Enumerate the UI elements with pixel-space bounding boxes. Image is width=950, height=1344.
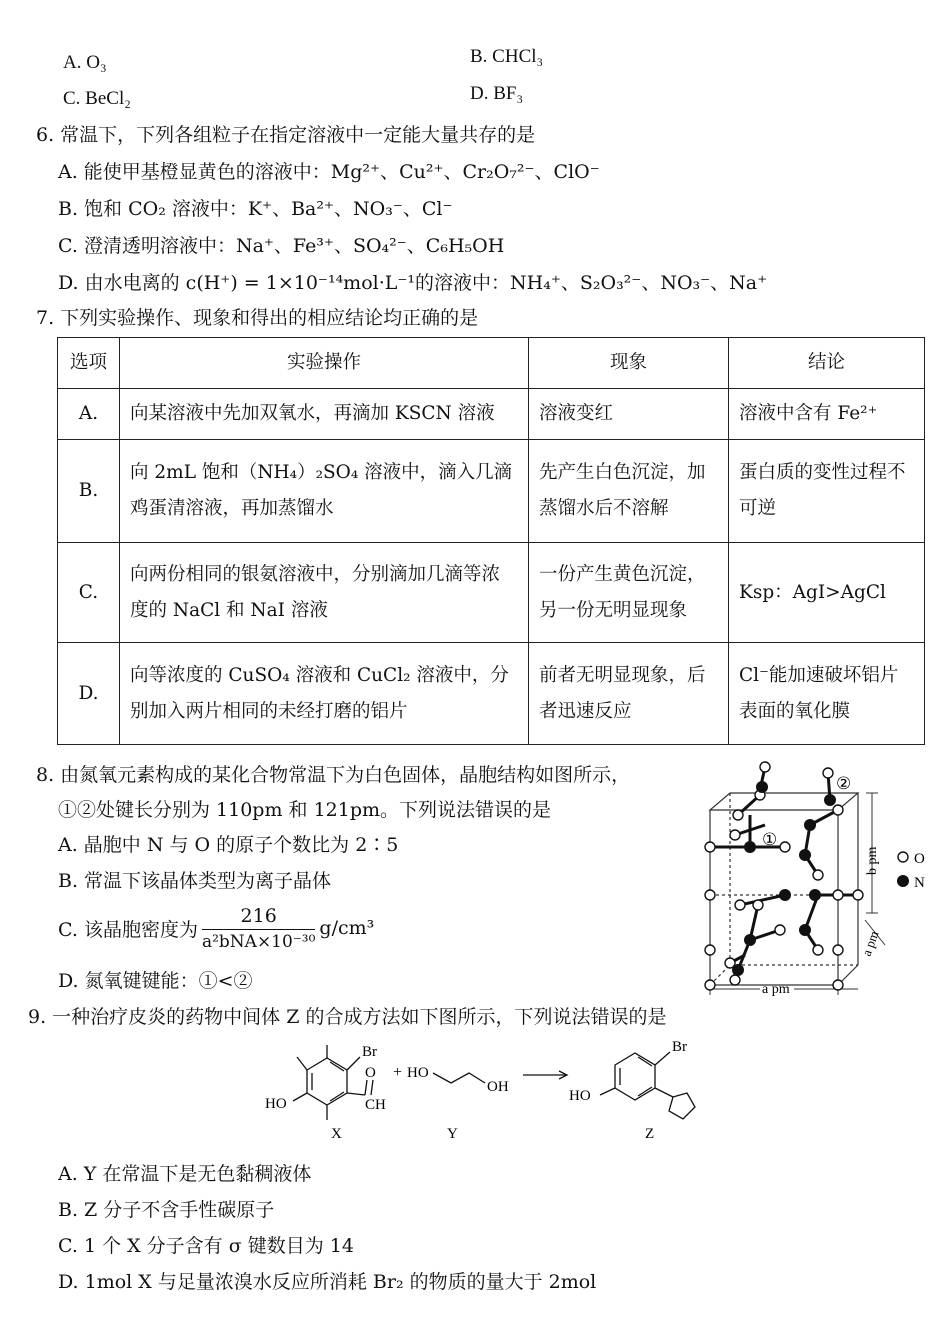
table-cell-conclusion: 蛋白质的变性过程不可逆	[729, 440, 925, 543]
table-cell-option: D.	[58, 643, 120, 745]
q6-option-b: B. 饱和 CO₂ 溶液中：K⁺、Ba²⁺、NO₃⁻、Cl⁻	[58, 198, 453, 220]
q6-stem: 6. 常温下，下列各组粒子在指定溶液中一定能大量共存的是	[36, 124, 536, 146]
table-cell-conclusion: Cl⁻能加速破坏铝片表面的氧化膜	[729, 643, 925, 745]
x-br-label: Br	[362, 1044, 377, 1060]
q9-stem: 9. 一种治疗皮炎的药物中间体 Z 的合成方法如下图所示，下列说法错误的是	[28, 1006, 667, 1028]
q6-option-a: A. 能使甲基橙显黄色的溶液中：Mg²⁺、Cu²⁺、Cr₂O₇²⁻、ClO⁻	[58, 161, 600, 183]
table-header-cell: 选项	[58, 338, 120, 389]
q8-option-a: A. 晶胞中 N 与 O 的原子个数比为 2∶5	[58, 834, 399, 856]
density-denominator: a²bNA×10⁻³⁰	[201, 931, 316, 952]
reaction-arrow	[523, 1071, 567, 1079]
legend-o-label: O	[914, 851, 925, 867]
q9-option-c: C. 1 个 X 分子含有 σ 键数目为 14	[58, 1235, 354, 1257]
q8-option-c-prefix: C. 该晶胞密度为	[58, 918, 198, 941]
table-header-cell: 实验操作	[120, 338, 529, 389]
density-fraction	[202, 903, 315, 954]
oxygen-atoms	[705, 762, 863, 990]
q8-option-d: D. 氮氧键键能：①<②	[58, 970, 253, 992]
q8-stem-line2: ①②处键长分别为 110pm 和 121pm。下列说法错误的是	[58, 799, 552, 821]
q8-stem-line1: 8. 由氮氧元素构成的某化合物常温下为白色固体，晶胞结构如图所示，	[36, 764, 631, 786]
a-bottom-dimension-label: a pm	[762, 982, 790, 997]
q5-option-b: B. CHCl₃	[470, 46, 544, 67]
table-cell-option: B.	[58, 440, 120, 543]
table-cell-phenomenon: 前者无明显现象，后者迅速反应	[529, 643, 729, 745]
q9-option-a: A. Y 在常温下是无色黏稠液体	[58, 1163, 312, 1185]
experiment-table	[57, 337, 925, 745]
z-br-label: Br	[672, 1039, 687, 1055]
q7-stem: 7. 下列实验操作、现象和得出的相应结论均正确的是	[36, 307, 479, 329]
y-oh-label: OH	[487, 1079, 509, 1095]
q5-option-a: A. O₃	[63, 52, 107, 73]
legend-o-symbol	[898, 852, 908, 862]
table-cell-phenomenon: 溶液变红	[529, 389, 729, 440]
bond-label-1: ①	[762, 830, 778, 849]
plus-sign: +	[393, 1064, 403, 1081]
table-header-cell: 结论	[729, 338, 925, 389]
unit-cell-box	[710, 793, 858, 985]
table-cell-operation: 向等浓度的 CuSO₄ 溶液和 CuCl₂ 溶液中，分别加入两片相同的未经打磨的铝片	[120, 643, 529, 745]
q9-option-b: B. Z 分子不含手性碳原子	[58, 1199, 275, 1221]
legend-n-symbol	[897, 875, 909, 887]
x-ch-label: CH	[365, 1097, 386, 1113]
legend-n-label: N	[914, 875, 925, 891]
table-cell-phenomenon: 先产生白色沉淀，加蒸馏水后不溶解	[529, 440, 729, 543]
q5-option-c: C. BeCl₂	[63, 88, 131, 109]
z-name-label: Z	[645, 1126, 655, 1142]
z-ho-label: HO	[569, 1088, 591, 1104]
q8-option-c	[58, 898, 374, 958]
a-side-dimension-label: a pm	[858, 928, 882, 959]
table-row	[58, 543, 925, 643]
table-cell-option: C.	[58, 543, 120, 643]
molecule-z	[600, 1052, 695, 1119]
table-cell-operation: 向某溶液中先加双氧水，再滴加 KSCN 溶液	[120, 389, 529, 440]
table-cell-operation: 向两份相同的银氨溶液中，分别滴加几滴等浓度的 NaCl 和 NaI 溶液	[120, 543, 529, 643]
y-name-label: Y	[447, 1126, 458, 1142]
density-numerator: 216	[202, 903, 315, 930]
q8-option-b: B. 常温下该晶体类型为离子晶体	[58, 870, 332, 892]
table-cell-conclusion: Ksp：AgI>AgCl	[729, 543, 925, 643]
table-cell-option: A.	[58, 389, 120, 440]
density-unit: g/cm³	[319, 917, 375, 939]
x-ho-label: HO	[265, 1096, 287, 1112]
table-cell-conclusion: 溶液中含有 Fe²⁺	[729, 389, 925, 440]
crystal-cell-figure	[690, 755, 940, 1000]
bond-label-2: ②	[836, 774, 852, 793]
synthesis-scheme	[255, 1035, 725, 1150]
b-dimension-label: b pm	[865, 846, 880, 875]
molecule-x	[293, 1045, 373, 1120]
y-ho-label: HO	[407, 1065, 429, 1081]
table-row	[58, 440, 925, 543]
table-cell-phenomenon: 一份产生黄色沉淀，另一份无明显现象	[529, 543, 729, 643]
q6-option-c: C. 澄清透明溶液中：Na⁺、Fe³⁺、SO₄²⁻、C₆H₅OH	[58, 235, 505, 257]
table-row	[58, 389, 925, 440]
q9-option-d: D. 1mol X 与足量浓溴水反应所消耗 Br₂ 的物质的量大于 2mol	[58, 1271, 597, 1293]
table-cell-operation: 向 2mL 饱和（NH₄）₂SO₄ 溶液中，滴入几滴鸡蛋清溶液，再加蒸馏水	[120, 440, 529, 543]
q5-option-d: D. BF₃	[470, 83, 524, 104]
q6-option-d: D. 由水电离的 c(H⁺) = 1×10⁻¹⁴mol·L⁻¹的溶液中：NH₄⁺、S₂O₃²⁻、NO₃⁻、Na⁺	[58, 272, 768, 294]
molecule-y	[433, 1073, 485, 1083]
table-header-cell: 现象	[529, 338, 729, 389]
x-name-label: X	[331, 1126, 342, 1142]
table-row	[58, 643, 925, 745]
table-header-row	[58, 338, 925, 389]
x-o-label: O	[365, 1065, 376, 1081]
